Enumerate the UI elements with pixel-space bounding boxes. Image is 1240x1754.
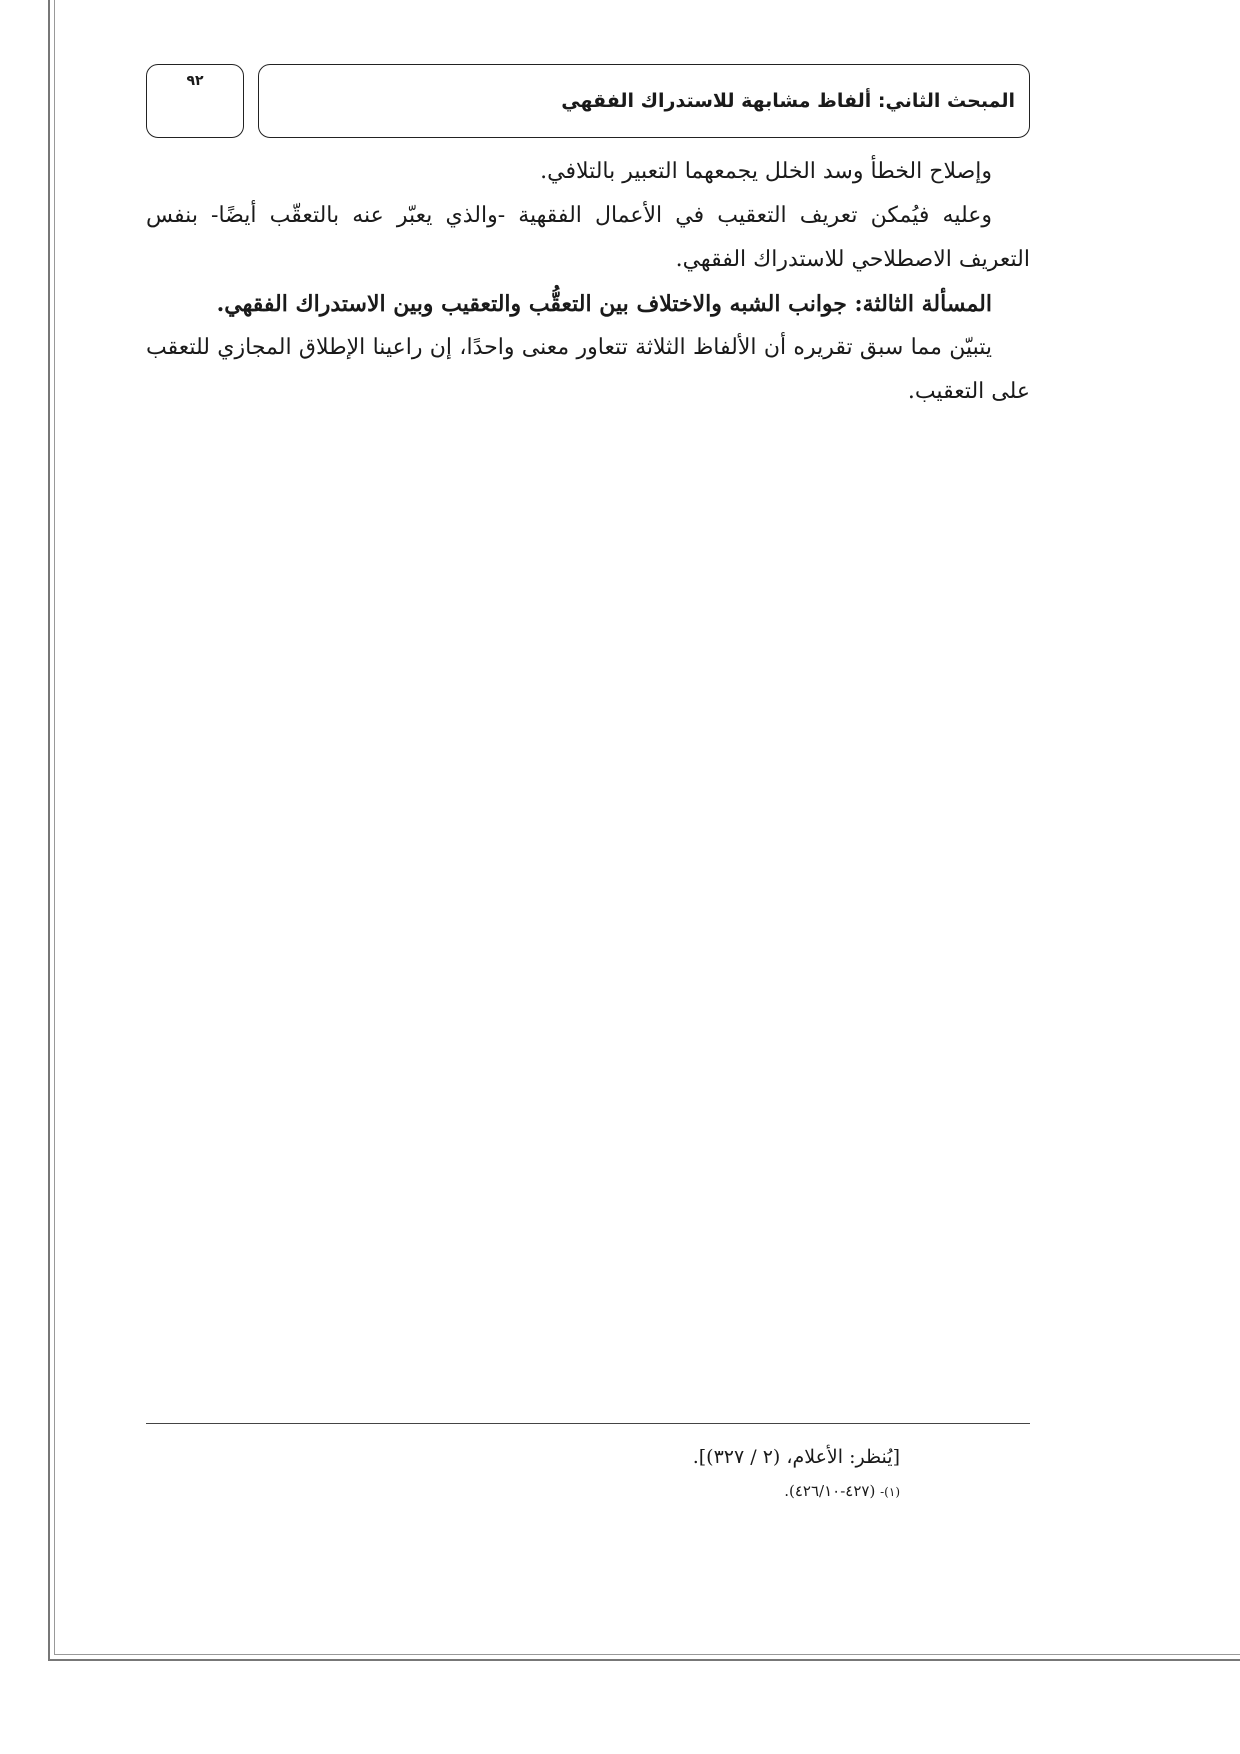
main-text <box>146 150 1030 414</box>
footnote-line-1: [يُنظر: الأعلام، (٢ / ٣٢٧)]. <box>692 1446 900 1468</box>
section-heading: المسألة الثالثة: جوانب الشبه والاختلاف بين التعقُّب والتعقيب وبين الاستدراك الفقهي. <box>216 291 992 317</box>
paragraph-1: وإصلاح الخطأ وسد الخلل يجمعهما التعبير بالتلافي. <box>540 159 992 184</box>
header-title-text: المبحث الثاني: ألفاظ مشابهة للاستدراك الفقهي <box>561 90 1015 112</box>
footnote-text: (٤٢٧-٤٢٦/١٠). <box>784 1482 876 1500</box>
running-header-title <box>258 64 1030 138</box>
page-number: ٩٢ <box>186 73 204 89</box>
footnotes <box>146 1440 1030 1509</box>
footnote-marker: (١)- <box>880 1485 900 1499</box>
paragraph-3: يتبيّن مما سبق تقريره أن الألفاظ الثلاثة تتعاور معنى واحدًا، إن راعينا الإطلاق المجازي للتعقب على التعقيب. <box>146 335 1030 404</box>
footnote-separator <box>146 1423 1030 1424</box>
page-number-box <box>146 64 244 138</box>
paragraph-2: وعليه فيُمكن تعريف التعقيب في الأعمال الفقهية -والذي يعبّر عنه بالتعقّب أيضًا- بنفس التعريف الاصطلاحي للاستدراك الفقهي. <box>146 203 1030 272</box>
footnote-line-2 <box>146 1474 1030 1509</box>
